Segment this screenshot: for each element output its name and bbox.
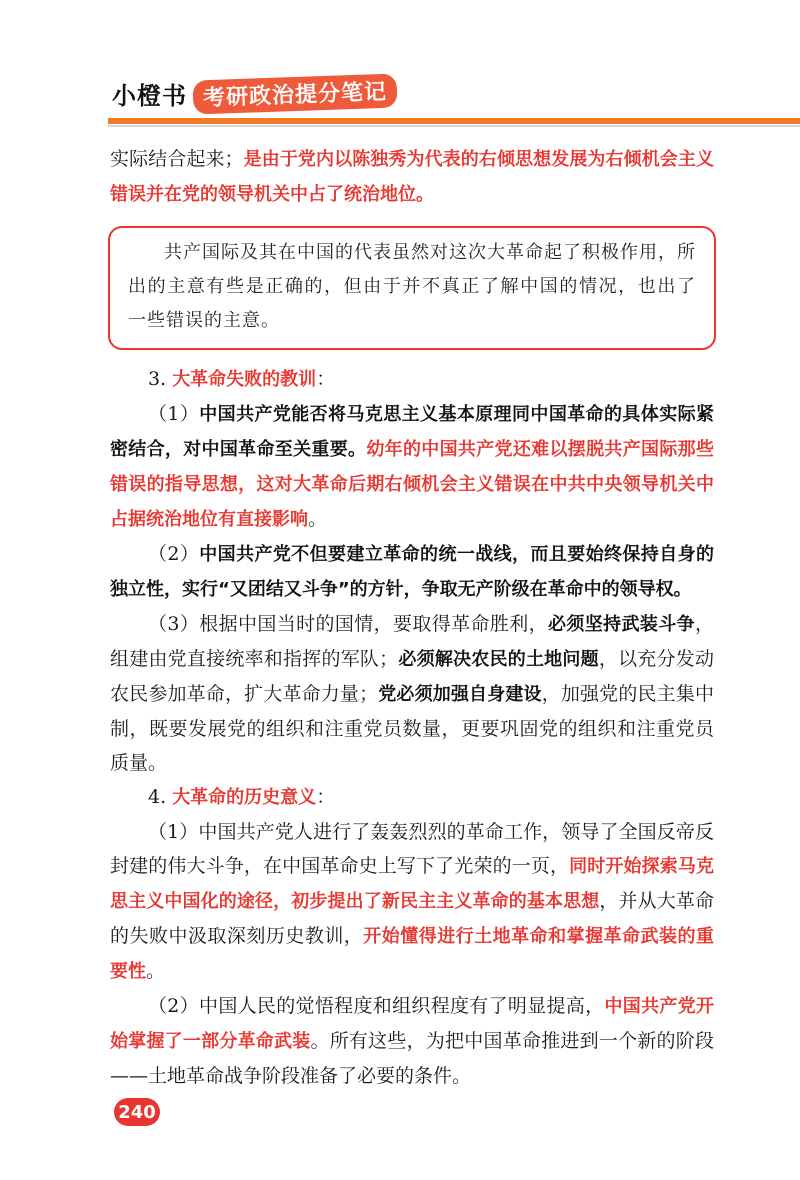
intro-highlight-text: 是由于党内以陈独秀为代表的右倾思想发展为右倾机会主义错误并在党的领导机关中占了统治地位。: [110, 149, 714, 205]
section-4-item-2: [110, 989, 714, 1093]
section-4-title: 大革命的历史意义: [172, 787, 317, 808]
section-4-item-1: [110, 815, 714, 989]
item-highlight-text: 开始懂得进行土地革命和掌握革命武装的重要性: [110, 926, 714, 982]
section-3-title: 大革命失败的教训: [172, 369, 317, 390]
item-text: 中国人民的觉悟程度和组织程度有了明显提高，: [199, 995, 605, 1017]
item-bold-text: 党必须加强自身建设: [378, 684, 542, 705]
header-rule: [108, 118, 800, 124]
item-highlight-text: 幼年的中国共产党还难以摆脱共产国际那些错误的指导思想，这对大革命后期右倾机会主义错误在中共中央领导机关中占据统治地位有直接影响: [110, 439, 714, 530]
section-3-number: 3.: [148, 368, 167, 390]
intro-plain-text: 实际结合起来；: [110, 148, 244, 170]
item-bold-text: 必须解决农民的土地问题: [398, 649, 599, 670]
item-highlight-text: 同时开始探索马克思主义中国化的途径，初步提出了新民主主义革命的基本思想: [110, 856, 714, 912]
section-3-heading: [110, 362, 714, 397]
header-rule-shadow: [108, 125, 800, 127]
note-box: [108, 226, 716, 350]
note-text: 共产国际及其在中国的代表虽然对这次大革命起了积极作用，所出的主意有些是正确的，但由于并不真正了解中国的情况，也出了一些错误的主意。: [128, 242, 696, 331]
item-text: 中国共产党人进行了轰轰烈烈的革命工作，领导了全国反帝反封建的伟大斗争，在中国革命史上写下了光荣的一页，: [110, 821, 714, 877]
item-text: ，加强党的民主集中制，既要发展党的组织和注重党员数量，更要巩固党的组织和注重党员质量。: [110, 683, 714, 774]
item-highlight-text: 中国共产党开始掌握了一部分革命武装: [110, 996, 715, 1052]
section-3-item-2: [110, 537, 714, 607]
item-bold-text: 中国共产党能否将马克思主义基本原理同中国革命的具体实际紧密结合，对中国革命至关重要。: [110, 404, 714, 460]
item-bold-text: 中国共产党不但要建立革命的统一战线，而且要始终保持自身的独立性，实行“又团结又斗争”的方针，争取无产阶级在革命中的领导权。: [110, 544, 714, 600]
page-content: [110, 142, 714, 1093]
page-header: [112, 76, 397, 111]
section-4-heading: [110, 780, 714, 815]
item-prefix: （1）: [148, 821, 199, 843]
item-prefix: （2）: [148, 543, 200, 565]
item-text: ，以充分发动农民参加革命，扩大革命力量；: [110, 648, 714, 705]
item-bold-text: 必须坚持武装斗争: [547, 614, 695, 635]
intro-paragraph: [110, 142, 714, 212]
item-end-punct: 。: [146, 960, 166, 982]
item-prefix: （3）: [148, 613, 200, 635]
item-text: 根据中国当时的国情，要取得革命胜利，: [199, 613, 548, 635]
item-end-punct: 。: [308, 508, 328, 530]
brand-title: 小橙书: [112, 82, 187, 110]
item-text: ，组建由党直接统率和指挥的军队；: [110, 613, 714, 670]
item-prefix: （1）: [148, 403, 200, 425]
section-4-number: 4.: [148, 786, 167, 808]
page-number-badge: 240: [114, 1098, 160, 1126]
section-3-colon: ：: [316, 368, 336, 390]
item-prefix: （2）: [148, 995, 200, 1017]
item-text: ，并从大革命的失败中汲取深刻历史教训，: [110, 890, 714, 947]
section-3-item-1: [110, 397, 714, 537]
section-4-colon: ：: [316, 786, 336, 808]
brand-subtitle-badge: 考研政治提分笔记: [192, 73, 397, 114]
item-text: 。所有这些，为把中国革命推进到一个新的阶段——土地革命战争阶段准备了必要的条件。: [110, 1030, 714, 1087]
section-3-item-3: [110, 607, 714, 780]
